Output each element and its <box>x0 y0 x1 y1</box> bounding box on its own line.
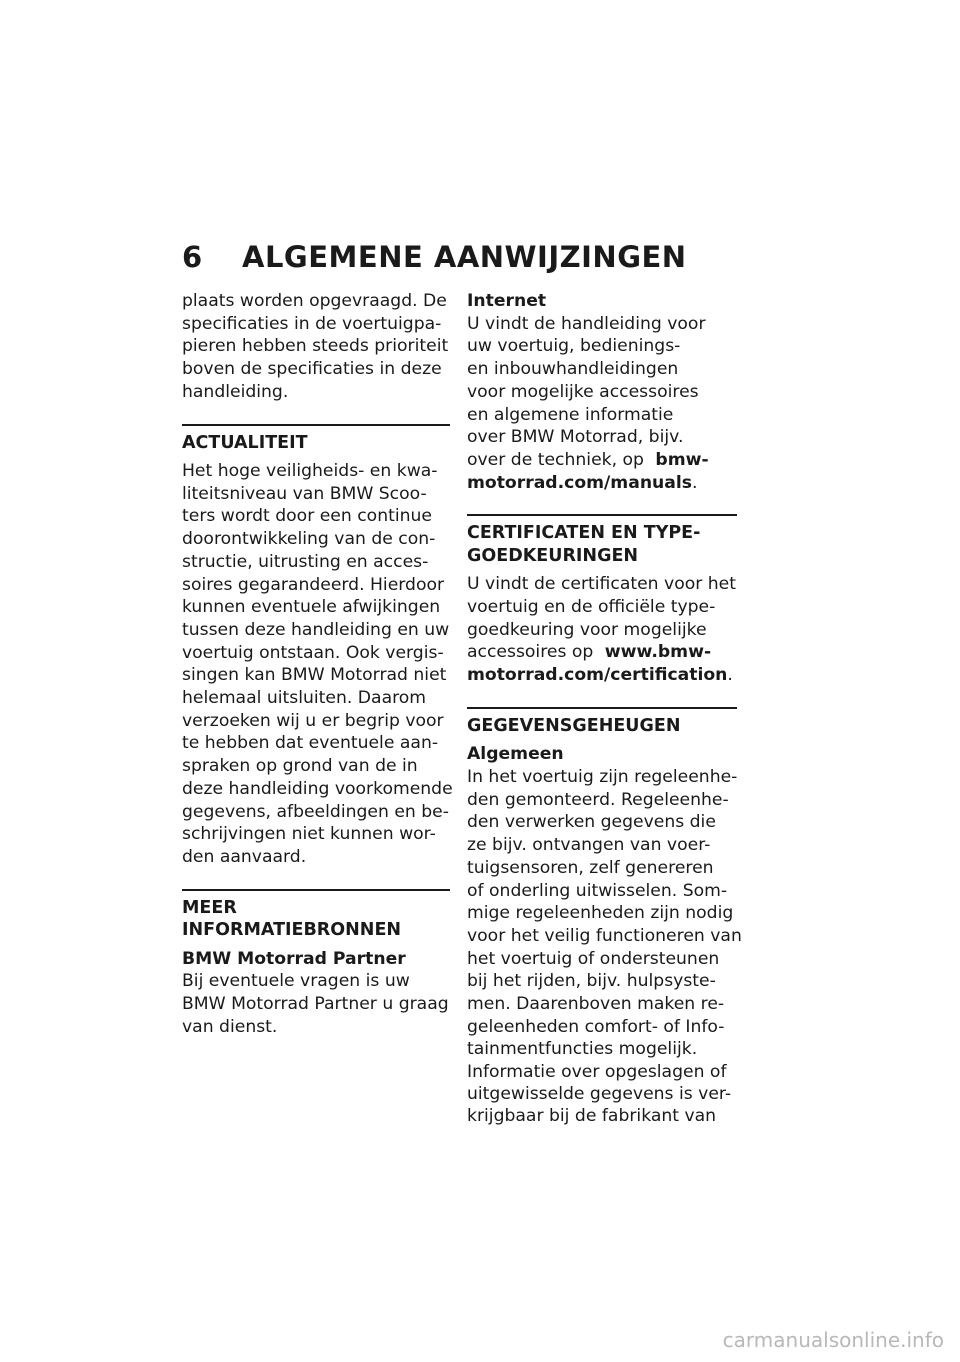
text-line: boven de specificaties in deze <box>182 359 442 380</box>
subheading: BMW Motorrad Partner <box>182 948 406 969</box>
text-line: van dienst. <box>182 1016 278 1037</box>
watermark: carmanualsonline.info <box>722 1328 944 1352</box>
text-line: te hebben dat eventuele aan- <box>182 733 439 754</box>
text-line: specificaties in de voertuigpa- <box>182 313 442 334</box>
text-line: men. Daarenboven maken re- <box>467 994 725 1015</box>
certification-link[interactable]: www.bmw- <box>604 642 712 663</box>
manuals-link[interactable]: motorrad.com/manuals <box>467 472 693 493</box>
text-line: uitgewisselde gegevens is ver- <box>467 1084 732 1105</box>
chapter-number: 6 <box>182 240 203 274</box>
text-line: ze bijv. ontvangen van voer- <box>467 835 711 856</box>
intro-paragraph <box>182 290 450 404</box>
text-line: Bij eventuele vragen is uw <box>182 971 410 992</box>
text-line: handleiding. <box>182 381 289 402</box>
text-line: bij het rijden, bijv. hulpsyste- <box>467 971 716 992</box>
text-line: kunnen eventuele afwijkingen <box>182 597 441 618</box>
section-gegevensgeheugen <box>467 707 742 1127</box>
text-line: den aanvaard. <box>182 846 307 867</box>
text-line: helemaal uitsluiten. Daarom <box>182 688 427 709</box>
heading-line: GOEDKEURINGEN <box>467 545 639 566</box>
text-line: uw voertuig, bedienings- <box>467 336 681 357</box>
text-line: voertuig en de officiële type- <box>467 597 716 618</box>
text-line <box>467 641 737 664</box>
subheading: Internet <box>467 291 547 311</box>
text-line: over BMW Motorrad, bijv. <box>467 427 684 448</box>
text-line: spraken op grond van de in <box>182 756 418 777</box>
section-actualiteit <box>182 424 453 869</box>
text-line: het voertuig of ondersteunen <box>467 948 720 969</box>
section-certificaten <box>467 514 737 687</box>
section-heading <box>467 522 737 567</box>
text-line: krijgbaar bij de fabrikant van <box>467 1106 717 1127</box>
text-line: singen kan BMW Motorrad niet <box>182 665 447 686</box>
text-line: verzoeken wij u er begrip voor <box>182 710 444 731</box>
text-line: den verwerken gegevens die <box>467 812 716 833</box>
text-line: U vindt de certificaten voor het <box>467 574 736 595</box>
text-line: voor mogelijke accessoires <box>467 381 699 402</box>
text-line <box>467 449 737 472</box>
section-heading: ACTUALITEIT <box>182 432 308 453</box>
line-text: over de techniek, op <box>467 449 644 470</box>
text-line: tainmentfuncties mogelijk. <box>467 1039 698 1060</box>
text-line: voertuig ontstaan. Ook vergis- <box>182 642 444 663</box>
section-meer-informatiebronnen <box>182 889 450 1039</box>
text-line: pieren hebben steeds prioriteit <box>182 336 449 357</box>
punctuation: . <box>692 472 698 493</box>
text-line: tuigsensoren, zelf genereren <box>467 857 714 878</box>
text-line: soires gegarandeerd. Hierdoor <box>182 574 445 595</box>
text-line: of onderling uitwisselen. Som- <box>467 880 728 901</box>
text-line: geleenheden comfort- of Info- <box>467 1016 725 1037</box>
text-line: tussen deze handleiding en uw <box>182 619 450 640</box>
text-line: den gemonteerd. Regeleenhe- <box>467 789 729 810</box>
text-line: gegevens, afbeeldingen en be- <box>182 801 449 822</box>
text-line: doorontwikkeling van de con- <box>182 529 436 550</box>
text-line: In het voertuig zijn regeleenhe- <box>467 767 738 788</box>
text-line: Het hoge veiligheids- en kwa- <box>182 461 438 482</box>
text-line: mige regeleenheden zijn nodig <box>467 903 734 924</box>
heading-line: CERTIFICATEN EN TYPE- <box>467 523 701 544</box>
section-heading: GEGEVENSGEHEUGEN <box>467 715 681 736</box>
text-line: liteitsniveau van BMW Scoo- <box>182 483 427 504</box>
subheading: Algemeen <box>467 744 564 765</box>
text-line: structie, uitrusting en acces- <box>182 551 429 572</box>
certification-link[interactable]: motorrad.com/certification <box>467 665 728 686</box>
text-line <box>467 664 737 687</box>
text-line: en algemene informatie <box>467 404 674 425</box>
text-line: voor het veilig functioneren van <box>467 925 742 946</box>
text-line: Informatie over opgeslagen of <box>467 1062 727 1083</box>
right-column <box>467 290 742 1127</box>
text-line: goedkeuring voor mogelijke <box>467 619 707 640</box>
text-line: BMW Motorrad Partner u graag <box>182 994 449 1015</box>
text-line: plaats worden opgevraagd. De <box>182 291 447 311</box>
text-line <box>467 472 737 495</box>
punctuation: . <box>727 665 733 686</box>
left-column <box>182 290 453 1038</box>
text-line: ters wordt door een continue <box>182 506 432 527</box>
text-line: schrijvingen niet kunnen wor- <box>182 824 436 845</box>
line-text: accessoires op <box>467 642 594 663</box>
text-line: U vindt de handleiding voor <box>467 313 706 334</box>
heading-line: MEER <box>182 897 237 918</box>
section-internet <box>467 290 737 494</box>
chapter-heading <box>182 240 687 274</box>
text-line: en inbouwhandleidingen <box>467 359 679 380</box>
text-line: deze handleiding voorkomende <box>182 778 453 799</box>
manuals-link[interactable]: bmw- <box>655 449 709 470</box>
section-heading <box>182 897 450 942</box>
heading-line: INFORMATIEBRONNEN <box>182 920 402 941</box>
chapter-title: ALGEMENE AANWIJZINGEN <box>242 240 687 274</box>
